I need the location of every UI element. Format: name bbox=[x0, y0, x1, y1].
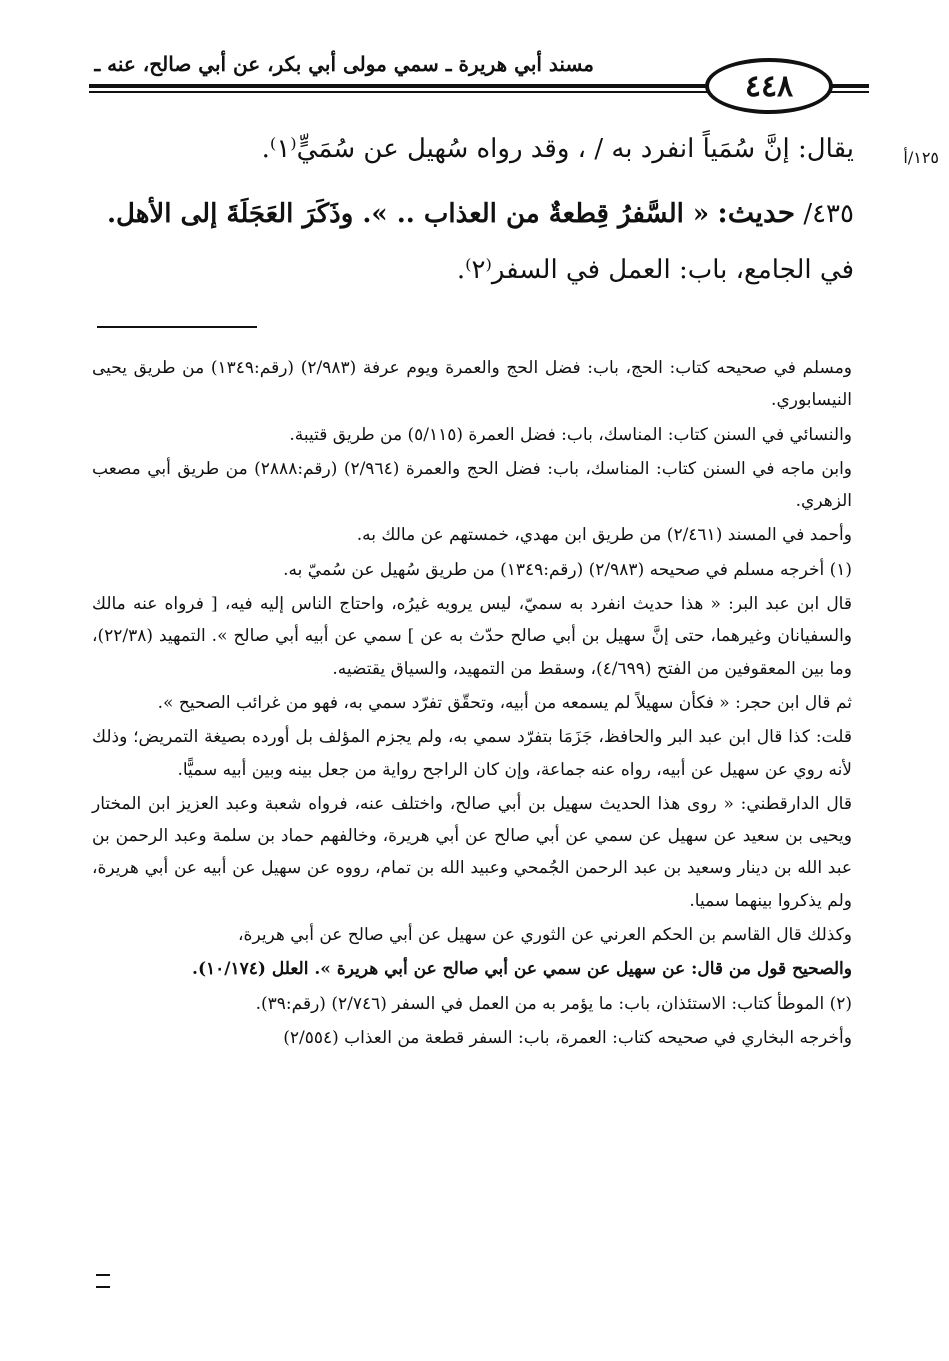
footnotes bbox=[92, 352, 852, 1056]
main-text-line-3 bbox=[94, 255, 854, 285]
continuation-mark bbox=[96, 1274, 110, 1288]
footnote-paragraph: قال الدارقطني: « روى هذا الحديث سهيل بن أبي صالح، واختلف عنه، فرواه شعبة وعبد العزيز ابن المختار ويحيى بن سعيد عن سهيل عن سمي عن أبي صالح عن أبي هريرة، وخالفهم حماد بن سلمة وعبد الرحمن بن عبد الله بن دينار وسعيد بن عبد الرحمن الجُمحي وعبيد الله بن تمام، رووه عن سهيل عن أبيه عن أبي هريرة، ولم يذكروا بينهما سميا. bbox=[92, 793, 852, 911]
footnote-paragraph: والنسائي في السنن كتاب: المناسك، باب: فضل العمرة (٥/١١٥) من طريق قتيبة. bbox=[289, 424, 852, 445]
main-text-line-2 bbox=[94, 196, 854, 229]
margin-folio-note: ١٢٥/أ bbox=[903, 148, 939, 167]
footnote-paragraph: قلت: كذا قال ابن عبد البر والحافظ، جَزَمَا بتفرّد سمي به، ولم يجزم المؤلف بل أورده بصيغة التمريض؛ وذلك لأنه روي عن سهيل عن أبيه، رواه عنه جماعة، وإن كان الراجح رواية من جعل بينه وبين أبيه سميًّا. bbox=[92, 727, 852, 780]
hadith-text: « السَّفرُ قِطعةٌ من العذاب .. ». وذَكَرَ العَجَلَةَ إلى الأهل. bbox=[106, 199, 710, 229]
main-line-1-text: يقال: إنَّ سُمَياً انفرد به / ، وقد رواه سُهيل عن سُمَيٍّ⁽١⁾. bbox=[261, 134, 854, 164]
main-text-line-1 bbox=[94, 134, 854, 164]
footnote-paragraph-bold: والصحيح قول من قال: عن سهيل عن سمي عن أبي صالح عن أبي هريرة ». العلل (١٠/١٧٤). bbox=[192, 959, 852, 980]
footnote-paragraph: ومسلم في صحيحه كتاب: الحج، باب: فضل الحج والعمرة ويوم عرفة (٢/٩٨٣) (رقم:١٣٤٩) من طريق يحيى النيسابوري. bbox=[92, 358, 853, 411]
page-number: ٤٤٨ bbox=[744, 68, 794, 104]
footnote-paragraph: وابن ماجه في السنن كتاب: المناسك، باب: فضل الحج والعمرة (٢/٩٦٤) (رقم:٢٨٨٨) من طريق أبي مصعب الزهري. bbox=[92, 458, 852, 512]
footnote-paragraph: (٢) الموطأ كتاب: الاستئذان، باب: ما يؤمر به من العمل في السفر (٢/٧٤٦) (رقم:٣٩). bbox=[255, 993, 852, 1014]
footnote-paragraph: وكذلك قال القاسم بن الحكم العرني عن الثوري عن سهيل عن أبي صالح عن أبي هريرة، bbox=[238, 925, 852, 946]
main-line-3-text: في الجامع، باب: العمل في السفر⁽٢⁾. bbox=[456, 255, 854, 285]
footnote-paragraph: وأخرجه البخاري في صحيحه كتاب: العمرة، باب: السفر قطعة من العذاب (٢/٥٥٤) bbox=[283, 1027, 852, 1048]
hadith-label: حديث: bbox=[717, 196, 796, 229]
footnote-paragraph: ثم قال ابن حجر: « فكأن سهيلاً لم يسمعه من أبيه، وتحقّق تفرّد سمي به، فهو من غرائب الصحيح ». bbox=[157, 692, 852, 713]
footnote-paragraph: قال ابن عبد البر: « هذا حديث انفرد به سميّ، ليس يرويه غيرُه، واحتاج الناس إليه فيه، [ فرواه عنه مالك والسفيانان وغيرهما، حتى إنَّ سهيل بن أبي صالح حدّث به عن ] سمي عن أبيه أبي صالح ». التمهيد (٢٢/٣٨)، وما بين المعقوفين من الفتح (٤/٦٩٩)، وسقط من التمهيد، والسياق يقتضيه. bbox=[92, 594, 852, 679]
running-header-title: مسند أبي هريرة ـ سمي مولى أبي بكر، عن أبي صالح، عنه ـ bbox=[94, 52, 594, 76]
footnote-paragraph: وأحمد في المسند (٢/٤٦١) من طريق ابن مهدي، خمستهم عن مالك به. bbox=[356, 525, 852, 546]
footnote-paragraph: (١) أخرجه مسلم في صحيحه (٢/٩٨٣) (رقم:١٣٤٩) من طريق سُهيل عن سُميّ به. bbox=[283, 559, 852, 580]
hadith-number: ٤٣٥/ bbox=[803, 199, 854, 229]
footnote-separator bbox=[97, 326, 257, 328]
page-number-oval bbox=[705, 58, 833, 114]
